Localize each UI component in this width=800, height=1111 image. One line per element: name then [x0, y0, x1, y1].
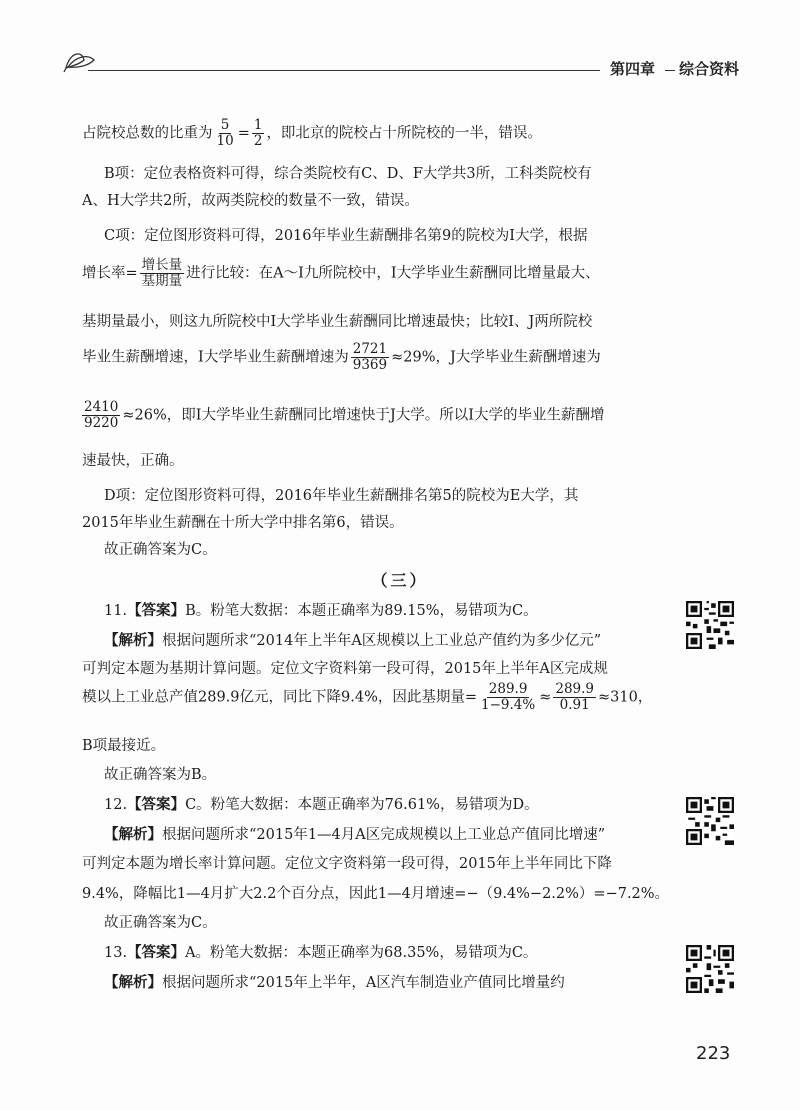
leaf-icon: [60, 46, 100, 76]
text-line: 9.4%，降幅比1—4月扩大2.2个百分点，因此1—4月增速=−（9.4%−2.2%）=−7.2%。: [82, 886, 670, 902]
text-line: C项：定位图形资料可得，2016年毕业生薪酬排名第9的院校为I大学，根据: [104, 228, 588, 244]
text-line: 故正确答案为C。: [104, 542, 217, 558]
text-line: D项：定位图形资料可得，2016年毕业生薪酬排名第5的院校为E大学，其: [104, 488, 579, 504]
answer-line: 11.【答案】B。粉笔大数据：本题正确率为89.15%，易错项为C。: [104, 602, 538, 619]
header-chapter: 第四章: [600, 58, 665, 79]
fraction: $\frac{1}{2}$: [253, 117, 263, 149]
answer-line: 13.【答案】A。粉笔大数据：本题正确率为68.35%，易错项为C。: [104, 944, 538, 961]
analysis-line: 【解析】根据问题所求“2015年上半年，A区汽车制造业产值同比增量约: [104, 974, 565, 991]
qr-code-icon[interactable]: [686, 601, 734, 649]
text-line: 速最快，正确。: [82, 453, 184, 469]
fraction: $\frac{2721}{9369}$: [352, 341, 388, 373]
text-line: 故正确答案为C。: [104, 915, 217, 931]
text-line: 基期量最小，则这九所院校中I大学毕业生薪酬同比增速最快；比较I、J两所院校: [82, 314, 593, 330]
fraction: $\frac{2410}{9220}$: [84, 399, 119, 431]
text-line: 毕业生薪酬增速，I大学毕业生薪酬增速为 $\frac{2721}{9369}$ ≈29%，J大学毕业生薪酬增速为: [82, 341, 601, 373]
text-line: 增长率= $\frac{\text{增长量}}{\text{基期量}}$ 进行比较：在A～I九所院校中，I大学毕业生薪酬同比增量最大、: [82, 257, 600, 289]
text-line: 模以上工业总产值289.9亿元，同比下降9.4%，因此基期量= $\frac{289.9}{1-9.4\%}$ ≈ $\frac{289.9}{0.91}$ ≈310，: [82, 681, 653, 713]
answer-line: 12.【答案】C。粉笔大数据：本题正确率为76.61%，易错项为D。: [104, 796, 539, 813]
text-line: B项：定位表格资料可得，综合类院校有C、D、F大学共3所，工科类院校有: [104, 166, 592, 182]
text-line: 占院校总数的比重为 $\frac{5}{10}$ = $\frac{1}{2}$ ，即北京的院校占十所院校的一半，错误。: [82, 117, 542, 149]
qr-code-icon[interactable]: [686, 945, 734, 993]
fraction: $\frac{289.9}{1-9.4\%}$: [481, 681, 536, 713]
header-topic: 综合资料: [675, 58, 747, 79]
text-line: 2015年毕业生薪酬在十所大学中排名第6，错误。: [82, 515, 404, 531]
text-line: 可判定本题为基期计算问题。定位文字资料第一段可得，2015年上半年A区完成规: [82, 661, 608, 677]
text-line: A、H大学共2所，故两类院校的数量不一致，错误。: [82, 193, 419, 209]
qr-code-icon[interactable]: [686, 797, 734, 845]
analysis-line: 【解析】根据问题所求“2014年上半年A区规模以上工业总产值约为多少亿元”: [104, 632, 602, 649]
section-title: （三）: [371, 571, 429, 590]
fraction: $\frac{5}{10}$: [216, 117, 234, 149]
text-line: 故正确答案为B。: [104, 767, 217, 783]
analysis-line: 【解析】根据问题所求“2015年1—4月A区完成规模以上工业总产值同比增速”: [104, 826, 606, 843]
fraction: $\frac{\text{增长量}}{\text{基期量}}$: [141, 257, 183, 289]
fraction: $\frac{289.9}{0.91}$: [555, 681, 595, 713]
text-line: B项最接近。: [82, 738, 166, 754]
text-line: $\frac{2410}{9220}$ ≈26%，即I大学毕业生薪酬同比增速快于J大学。所以I大学的毕业生薪酬增: [84, 399, 605, 431]
text-line: 可判定本题为增长率计算问题。定位文字资料第一段可得，2015年上半年同比下降: [82, 856, 612, 872]
page-number: 223: [696, 1043, 731, 1064]
